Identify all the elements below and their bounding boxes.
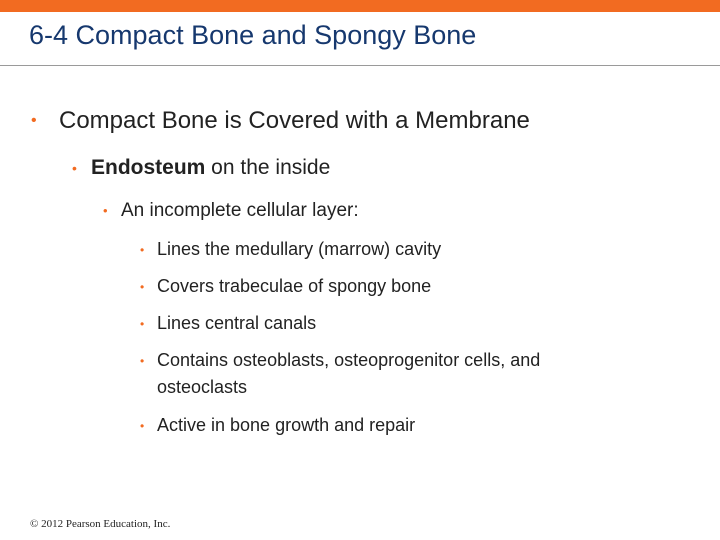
copyright-footer: © 2012 Pearson Education, Inc. (30, 518, 171, 530)
bullet-icon: • (140, 317, 145, 331)
bullet-icon: • (140, 243, 145, 257)
bullet-icon: • (103, 203, 108, 218)
term-endosteum: Endosteum (91, 156, 206, 179)
bullet-level4: Contains osteoblasts, osteoprogenitor cells, and osteoclasts (157, 350, 541, 397)
bullet-level4: Lines the medullary (marrow) cavity (157, 239, 442, 259)
bullet-icon: • (140, 280, 145, 294)
bullet-icon: • (72, 160, 77, 176)
bullet-level4: Lines central canals (157, 313, 317, 333)
top-accent-bar (0, 0, 720, 12)
bullet-icon: • (140, 354, 145, 368)
bullet-icon: • (140, 419, 145, 433)
bullet-level4: Covers trabeculae of spongy bone (157, 276, 432, 296)
bullet-level3: An incomplete cellular layer: (121, 200, 359, 221)
bullet-level4: Active in bone growth and repair (157, 415, 416, 435)
bullet-level1: Compact Bone is Covered with a Membrane (59, 107, 530, 134)
bullet-level2-text: on the inside (205, 156, 331, 179)
slide-title: 6-4 Compact Bone and Spongy Bone (29, 20, 477, 50)
bullet-icon: • (31, 112, 37, 129)
bullet-level2 (91, 156, 330, 180)
title-divider (0, 65, 720, 66)
